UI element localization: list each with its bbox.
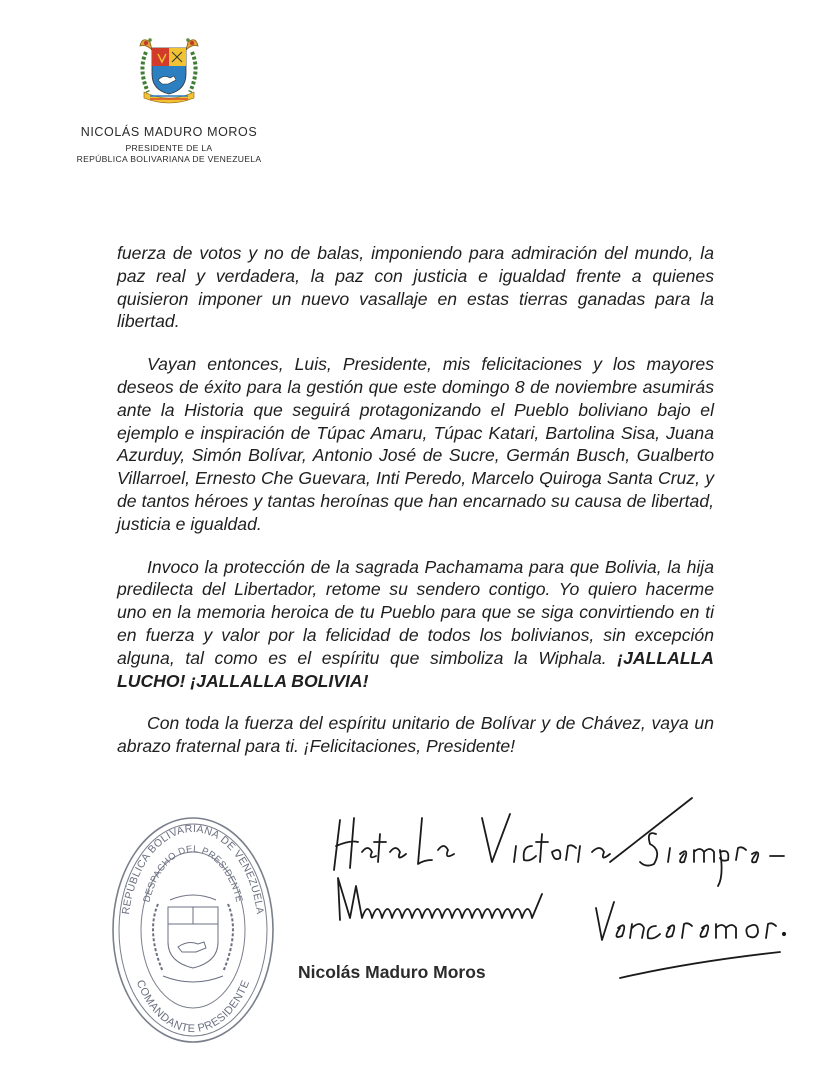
signature-handwritten-text: Hasta la Victoria Siempre - Venceremos. bbox=[310, 790, 328, 791]
seal-inner-text: DESPACHO DEL PRESIDENTE bbox=[141, 843, 245, 904]
header-name: NICOLÁS MADURO MOROS bbox=[80, 125, 258, 139]
official-seal bbox=[108, 812, 278, 1047]
paragraph-4: Con toda la fuerza del espíritu unitario de Bolívar y de Chávez, vaya un abrazo fraternal para ti. ¡Felicitaciones, Presidente! bbox=[117, 713, 714, 757]
header-title-line2: REPÚBLICA BOLIVARIANA DE VENEZUELA bbox=[76, 154, 262, 164]
seal-top-text: REPÚBLICA BOLIVARIANA DE VENEZUELA bbox=[120, 822, 266, 916]
header-title-line1: PRESIDENTE DE LA bbox=[125, 143, 213, 153]
paragraph-2: Vayan entonces, Luis, Presidente, mis felicitaciones y los mayores deseos de éxito para la gestión que este domingo 8 de noviembre asumirás ante la Historia que seguirá protagonizando el Pueblo boliviano bajo el ejemplo e inspiración de Túpac Amaru, Túpac Katari, Bartolina Sisa, Juana Azurduy, Simón Bolívar, Antonio José de Sucre, Germán Busch, Gualberto Villarroel, Ernesto Che Guevara, Inti Peredo, Marcelo Quiroga Santa Cruz, y de tantos héroes y tantas heroínas que han encarnado su causa de libertad, justicia e igualdad. bbox=[117, 354, 714, 534]
coat-of-arms-icon bbox=[136, 34, 202, 106]
signature-printed-name: Nicolás Maduro Moros bbox=[298, 962, 486, 982]
paragraph-1: fuerza de votos y no de balas, imponiendo para admiración del mundo, la paz real y verdadera, la paz con justicia e igualdad frente a quienes quisieron imponer un nuevo vasallaje en estas tierras ganadas para la libertad. bbox=[117, 243, 714, 332]
paragraph-3 bbox=[117, 556, 714, 693]
seal-crest-icon bbox=[153, 895, 233, 982]
seal-bottom-text: COMANDANTE PRESIDENTE bbox=[133, 978, 253, 1036]
letter-body bbox=[117, 242, 714, 778]
paragraph-3-text: Invoco la protección de la sagrada Pachamama para que Bolivia, la hija predilecta del Libertador, retome su sendero contigo. Yo quiero hacerme uno en la memoria heroica de tu Pueblo para que se siga convirtiendo en ti en fuerza y valor por la felicidad de todos los bolivianos, sin excepción alguna, tal como es el espíritu que simboliza la Wiphala. bbox=[117, 556, 714, 668]
paragraph-3-exclamation: ¡JALLALLA LUCHO! ¡JALLALLA BOLIVIA! bbox=[117, 647, 715, 691]
